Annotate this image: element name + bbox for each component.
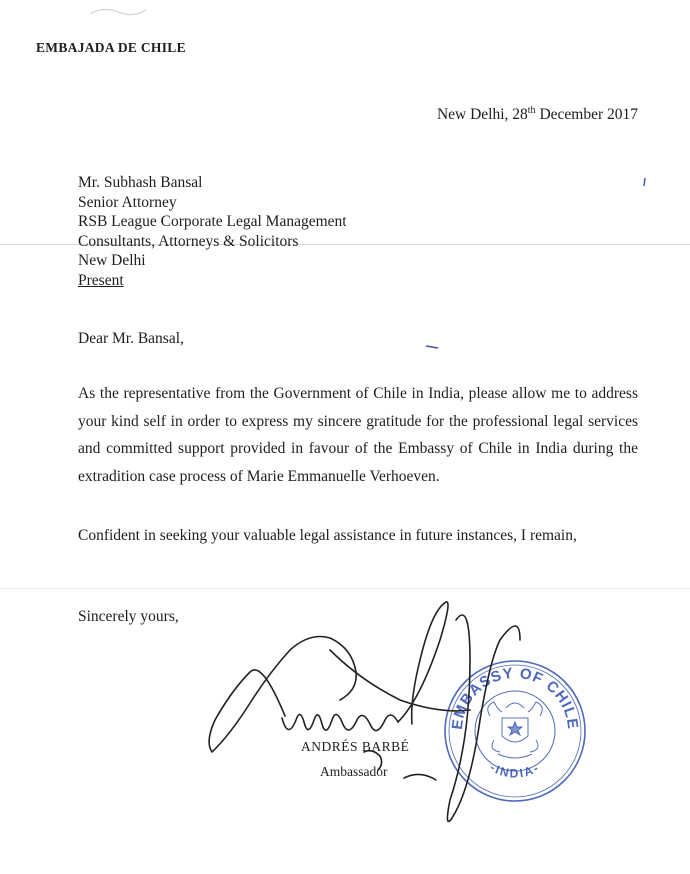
date-month-year: December 2017: [535, 106, 638, 123]
ink-speck: [424, 340, 444, 352]
fold-line: [0, 588, 690, 589]
body-paragraph: As the representative from the Government of Chile in India, please allow me to address your kind self in order to express my sincere gratitude for the professional legal services and committed support provided in favour of the Embassy of Chile in India during the extradition case process of Marie Emmanuelle Verhoeven.: [78, 385, 638, 485]
recipient-firm-description: Consultants, Attorneys & Solicitors: [78, 232, 299, 250]
recipient-name: Mr. Subhash Bansal: [78, 174, 203, 191]
recipient-firm: RSB League Corporate Legal Management: [78, 213, 347, 231]
signer-name: ANDRÉS BARBÉ: [301, 739, 410, 754]
salutation: Dear Mr. Bansal,: [78, 330, 184, 347]
date-ordinal: th: [527, 104, 536, 116]
date-line: [437, 106, 638, 124]
recipient-city: New Delhi: [78, 252, 146, 270]
svg-text:-INDIA-: [488, 760, 543, 780]
scan-smudge: [88, 4, 148, 20]
signer-title: Ambassador: [320, 764, 388, 779]
recipient-title: Senior Attorney: [78, 193, 177, 211]
signoff: Sincerely yours,: [78, 608, 179, 625]
embassy-seal-stamp: [440, 656, 590, 806]
ink-speck: [640, 176, 650, 188]
seal-bottom-text: -INDIA-: [487, 760, 543, 781]
closing-paragraph: Confident in seeking your valuable legal assistance in future instances, I remain,: [78, 527, 577, 544]
date-day: New Delhi, 28: [436, 106, 528, 123]
letterhead: EMBAJADA DE CHILE: [36, 40, 186, 55]
recipient-present: Present: [78, 271, 124, 289]
seal-top-text: EMBASSY OF CHILE: [448, 664, 582, 731]
recipient-address: [78, 173, 347, 291]
